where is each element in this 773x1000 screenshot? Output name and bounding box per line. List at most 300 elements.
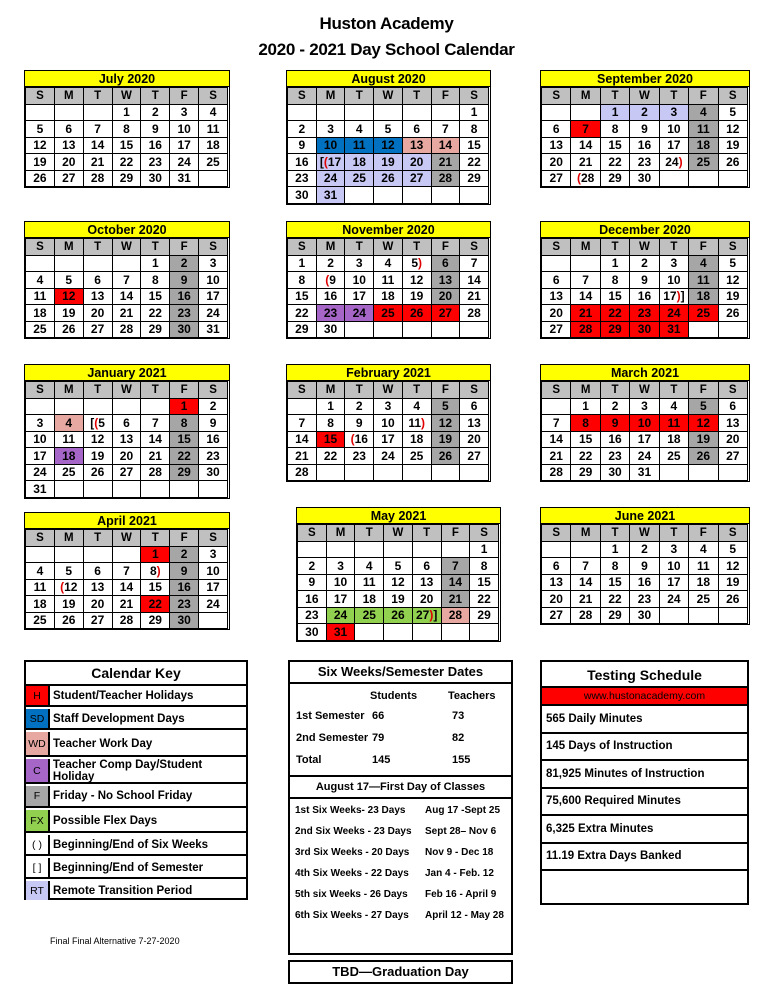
day-cell: 8 bbox=[600, 558, 629, 575]
weekday-header: F bbox=[170, 382, 199, 399]
day-cell: 2 bbox=[170, 546, 199, 563]
day-cell: 19 bbox=[54, 305, 83, 322]
weekday-header: T bbox=[141, 88, 170, 105]
day-cell: 6 bbox=[83, 272, 112, 289]
key-item bbox=[26, 709, 246, 730]
day-cell: 17 bbox=[170, 137, 199, 154]
day-cell: 16 bbox=[600, 431, 629, 448]
day-cell: 8 bbox=[470, 558, 499, 575]
day-cell: 23 bbox=[316, 305, 345, 322]
weekday-header: F bbox=[431, 382, 460, 399]
day-cell: 4 bbox=[689, 255, 718, 272]
day-cell: 29 bbox=[600, 607, 629, 624]
day-cell: 7 bbox=[460, 255, 489, 272]
weekday-header: S bbox=[298, 525, 327, 542]
day-cell: 24 bbox=[630, 448, 659, 465]
day-cell bbox=[112, 255, 141, 272]
key-label: Friday - No School Friday bbox=[53, 790, 193, 802]
day-cell: 30 bbox=[170, 321, 199, 338]
day-cell bbox=[689, 607, 718, 624]
day-cell bbox=[112, 398, 141, 415]
day-cell: 8 bbox=[170, 415, 199, 432]
six-weeks-title: Six Weeks/Semester Dates bbox=[290, 662, 511, 684]
calendar-title: 2020 - 2021 Day School Calendar bbox=[258, 40, 515, 59]
key-item bbox=[26, 858, 246, 879]
key-item bbox=[26, 686, 246, 707]
weekday-header: S bbox=[460, 382, 489, 399]
day-cell: 28 bbox=[571, 607, 600, 624]
day-cell: 16 bbox=[630, 137, 659, 154]
day-cell: 18 bbox=[54, 448, 83, 465]
day-cell: 16 bbox=[170, 288, 199, 305]
day-cell: 4 bbox=[374, 255, 403, 272]
day-cell: 31 bbox=[659, 321, 688, 338]
day-cell: 16 bbox=[170, 579, 199, 596]
day-cell: 19 bbox=[689, 431, 718, 448]
day-cell: 8 bbox=[600, 121, 629, 138]
day-cell: 14 bbox=[431, 137, 460, 154]
day-cell: 6 bbox=[431, 255, 460, 272]
weekday-header: T bbox=[83, 382, 112, 399]
day-cell: 14 bbox=[542, 431, 571, 448]
day-cell: 10 bbox=[170, 121, 199, 138]
weekday-header: T bbox=[83, 239, 112, 256]
semester-label: 1st Semester bbox=[296, 710, 365, 722]
day-cell: 20 bbox=[431, 288, 460, 305]
day-cell: 4 bbox=[199, 104, 228, 121]
day-cell: 14 bbox=[571, 137, 600, 154]
day-cell: 14 bbox=[460, 272, 489, 289]
day-cell: 19 bbox=[718, 574, 747, 591]
day-cell: 2 bbox=[288, 121, 317, 138]
day-cell: (9 bbox=[316, 272, 345, 289]
day-cell: 15 bbox=[141, 288, 170, 305]
day-cell bbox=[83, 398, 112, 415]
day-cell: 27 bbox=[542, 170, 571, 187]
day-cell: 27 bbox=[402, 170, 431, 187]
day-cell: 6 bbox=[542, 121, 571, 138]
weekday-header: W bbox=[112, 88, 141, 105]
day-cell: 7 bbox=[571, 272, 600, 289]
key-label: Possible Flex Days bbox=[53, 814, 158, 827]
day-cell bbox=[659, 464, 688, 481]
month-september-2020 bbox=[540, 70, 750, 188]
first-day-banner: August 17—First Day of Classes bbox=[290, 775, 511, 799]
semester-students: 145 bbox=[372, 754, 391, 766]
weekday-header: M bbox=[571, 88, 600, 105]
day-cell: 17 bbox=[659, 137, 688, 154]
day-cell bbox=[384, 624, 413, 641]
day-cell: 20 bbox=[542, 305, 571, 322]
month-title: May 2021 bbox=[297, 508, 500, 524]
day-cell bbox=[26, 398, 55, 415]
day-cell: 19 bbox=[718, 288, 747, 305]
weekday-header: W bbox=[112, 530, 141, 547]
day-cell: 20 bbox=[718, 431, 747, 448]
weekday-header: W bbox=[374, 88, 403, 105]
day-cell bbox=[26, 255, 55, 272]
day-cell: 29 bbox=[600, 321, 629, 338]
day-cell bbox=[374, 464, 403, 481]
day-cell: 12 bbox=[26, 137, 55, 154]
day-cell bbox=[345, 464, 374, 481]
day-cell: 10 bbox=[345, 272, 374, 289]
day-cell bbox=[170, 481, 199, 498]
day-cell: 5 bbox=[374, 121, 403, 138]
day-cell: 25 bbox=[199, 154, 228, 171]
day-cell: 28 bbox=[571, 321, 600, 338]
month-title: July 2020 bbox=[25, 71, 229, 87]
testing-item: 75,600 Required Minutes bbox=[542, 789, 747, 817]
weekday-header: T bbox=[402, 382, 431, 399]
day-cell: 21 bbox=[141, 448, 170, 465]
day-cell: 3 bbox=[630, 398, 659, 415]
day-cell: 24 bbox=[659, 591, 688, 608]
day-cell: 19 bbox=[83, 448, 112, 465]
day-cell bbox=[659, 170, 688, 187]
weekday-header: T bbox=[141, 382, 170, 399]
day-cell bbox=[460, 321, 489, 338]
day-cell bbox=[141, 398, 170, 415]
day-cell bbox=[431, 104, 460, 121]
weekday-header: M bbox=[326, 525, 355, 542]
day-cell: 16 bbox=[630, 288, 659, 305]
key-swatch: WD bbox=[26, 732, 50, 755]
day-cell: 26 bbox=[689, 448, 718, 465]
day-cell: 4 bbox=[355, 558, 384, 575]
key-item bbox=[26, 881, 246, 900]
day-cell: 2 bbox=[199, 398, 228, 415]
day-cell: 8 bbox=[112, 121, 141, 138]
day-cell: 25 bbox=[659, 448, 688, 465]
weekday-header: T bbox=[659, 88, 688, 105]
day-cell: 25 bbox=[26, 321, 55, 338]
day-cell: 28 bbox=[112, 321, 141, 338]
day-cell: 15 bbox=[141, 579, 170, 596]
day-cell: 14 bbox=[441, 574, 470, 591]
month-july-2020 bbox=[24, 70, 230, 188]
day-cell: 18 bbox=[355, 591, 384, 608]
day-cell: 2 bbox=[600, 398, 629, 415]
day-cell: 6 bbox=[83, 563, 112, 580]
day-cell bbox=[689, 321, 718, 338]
day-cell: 28 bbox=[83, 170, 112, 187]
day-cell: 26 bbox=[374, 170, 403, 187]
day-cell bbox=[355, 624, 384, 641]
day-cell: 25 bbox=[374, 305, 403, 322]
day-cell bbox=[83, 255, 112, 272]
day-cell: 6 bbox=[412, 558, 441, 575]
day-cell: 27 bbox=[431, 305, 460, 322]
day-cell bbox=[470, 624, 499, 641]
day-cell: 26 bbox=[718, 154, 747, 171]
day-cell: 11 bbox=[689, 121, 718, 138]
day-cell: 28 bbox=[431, 170, 460, 187]
day-cell: 15 bbox=[470, 574, 499, 591]
day-cell bbox=[316, 464, 345, 481]
day-cell: 13 bbox=[412, 574, 441, 591]
weekday-header: S bbox=[718, 382, 747, 399]
day-cell: 30 bbox=[630, 321, 659, 338]
day-cell: 18 bbox=[689, 137, 718, 154]
day-cell: 19 bbox=[26, 154, 55, 171]
day-cell: 18 bbox=[689, 288, 718, 305]
day-cell bbox=[718, 464, 747, 481]
weekday-header: T bbox=[345, 88, 374, 105]
day-cell: 5 bbox=[26, 121, 55, 138]
day-cell: 2 bbox=[298, 558, 327, 575]
day-cell: 3 bbox=[659, 104, 688, 121]
day-cell bbox=[571, 255, 600, 272]
weekday-header: T bbox=[83, 530, 112, 547]
day-cell: 14 bbox=[288, 431, 317, 448]
day-cell: 1 bbox=[600, 541, 629, 558]
day-cell: 25 bbox=[689, 154, 718, 171]
month-december-2020 bbox=[540, 221, 750, 339]
day-cell: 23 bbox=[199, 448, 228, 465]
weekday-header: S bbox=[26, 239, 55, 256]
day-cell: 3 bbox=[659, 541, 688, 558]
day-cell: 27 bbox=[112, 464, 141, 481]
school-website-link[interactable]: www.hustonacademy.com bbox=[542, 686, 747, 706]
day-cell: 28 bbox=[288, 464, 317, 481]
day-cell: 23 bbox=[345, 448, 374, 465]
day-cell: 29 bbox=[141, 321, 170, 338]
day-cell: 24) bbox=[659, 154, 688, 171]
day-cell: 21 bbox=[431, 154, 460, 171]
day-cell: 9 bbox=[141, 121, 170, 138]
day-cell: 27 bbox=[83, 612, 112, 629]
day-cell: 2 bbox=[630, 541, 659, 558]
day-cell: 22 bbox=[460, 154, 489, 171]
day-cell: 2 bbox=[170, 255, 199, 272]
day-cell: 6 bbox=[460, 398, 489, 415]
day-cell: 4 bbox=[26, 563, 55, 580]
testing-item: 81,925 Minutes of Instruction bbox=[542, 761, 747, 789]
weekday-header: W bbox=[112, 239, 141, 256]
day-cell: 9 bbox=[630, 121, 659, 138]
key-label: Staff Development Days bbox=[53, 712, 185, 725]
day-cell: 23 bbox=[298, 607, 327, 624]
day-cell: 12 bbox=[718, 121, 747, 138]
day-cell: 2 bbox=[630, 104, 659, 121]
day-cell: 11 bbox=[26, 288, 55, 305]
day-cell: 12 bbox=[718, 272, 747, 289]
weekday-header: S bbox=[542, 382, 571, 399]
weekday-header: F bbox=[441, 525, 470, 542]
day-cell: 10 bbox=[26, 431, 55, 448]
month-may-2021 bbox=[296, 507, 501, 642]
day-cell: 3 bbox=[199, 255, 228, 272]
day-cell: 25 bbox=[345, 170, 374, 187]
day-cell: 30 bbox=[630, 607, 659, 624]
day-cell: 12 bbox=[402, 272, 431, 289]
day-cell: 5 bbox=[718, 104, 747, 121]
weekday-header: S bbox=[26, 530, 55, 547]
weekday-header: S bbox=[199, 530, 228, 547]
month-title: August 2020 bbox=[287, 71, 490, 87]
day-cell: 2 bbox=[141, 104, 170, 121]
day-cell: 10 bbox=[326, 574, 355, 591]
day-cell: 14 bbox=[112, 579, 141, 596]
day-cell: 31 bbox=[199, 321, 228, 338]
day-cell: 20 bbox=[542, 154, 571, 171]
weekday-header: S bbox=[718, 239, 747, 256]
day-cell: 8) bbox=[141, 563, 170, 580]
day-cell: 27 bbox=[460, 448, 489, 465]
day-cell: 23 bbox=[170, 596, 199, 613]
weekday-header: T bbox=[402, 239, 431, 256]
day-cell: [(17 bbox=[316, 154, 345, 171]
day-cell: 1 bbox=[600, 255, 629, 272]
day-cell: 9 bbox=[630, 558, 659, 575]
testing-item: 6,325 Extra Minutes bbox=[542, 816, 747, 844]
day-cell: 27 bbox=[54, 170, 83, 187]
key-label: Beginning/End of Semester bbox=[53, 861, 204, 874]
day-cell: 26 bbox=[54, 321, 83, 338]
day-cell: 19 bbox=[402, 288, 431, 305]
day-cell: 14 bbox=[83, 137, 112, 154]
day-cell: 19 bbox=[431, 431, 460, 448]
day-cell: 16 bbox=[630, 574, 659, 591]
day-cell: 13 bbox=[542, 288, 571, 305]
day-cell: 18 bbox=[26, 596, 55, 613]
key-label: Remote Transition Period bbox=[53, 884, 193, 897]
day-cell: 17 bbox=[326, 591, 355, 608]
day-cell: 29 bbox=[470, 607, 499, 624]
day-cell: 21 bbox=[571, 305, 600, 322]
day-cell bbox=[412, 624, 441, 641]
day-cell: 26 bbox=[26, 170, 55, 187]
weekday-header: S bbox=[199, 88, 228, 105]
day-cell: 6 bbox=[54, 121, 83, 138]
weekday-header: S bbox=[542, 239, 571, 256]
six-weeks-period: 4th Six Weeks - 22 Days bbox=[295, 868, 409, 879]
six-weeks-period: 2nd Six Weeks - 23 Days bbox=[295, 826, 412, 837]
day-cell: (28 bbox=[571, 170, 600, 187]
day-cell: 18 bbox=[659, 431, 688, 448]
day-cell: 30 bbox=[170, 612, 199, 629]
weekday-header: F bbox=[431, 239, 460, 256]
day-cell: 22 bbox=[600, 154, 629, 171]
day-cell: 29 bbox=[141, 612, 170, 629]
day-cell: 18 bbox=[199, 137, 228, 154]
weekday-header: M bbox=[54, 88, 83, 105]
day-cell: 15 bbox=[316, 431, 345, 448]
students-header: Students bbox=[370, 690, 418, 702]
day-cell: 28 bbox=[112, 612, 141, 629]
day-cell: 15 bbox=[571, 431, 600, 448]
weekday-header: S bbox=[542, 525, 571, 542]
day-cell: 4 bbox=[345, 121, 374, 138]
day-cell bbox=[54, 398, 83, 415]
day-cell bbox=[402, 464, 431, 481]
day-cell: 20 bbox=[412, 591, 441, 608]
day-cell: 5 bbox=[718, 541, 747, 558]
day-cell: [(5 bbox=[83, 415, 112, 432]
weekday-header: S bbox=[470, 525, 499, 542]
day-cell: 25 bbox=[54, 464, 83, 481]
day-cell: 25 bbox=[26, 612, 55, 629]
month-title: June 2021 bbox=[541, 508, 749, 524]
day-cell: 16 bbox=[199, 431, 228, 448]
weekday-header: S bbox=[199, 382, 228, 399]
weekday-header: S bbox=[460, 88, 489, 105]
day-cell: 1 bbox=[141, 546, 170, 563]
day-cell: 21 bbox=[288, 448, 317, 465]
day-cell bbox=[83, 481, 112, 498]
day-cell: 23 bbox=[600, 448, 629, 465]
day-cell: 24 bbox=[374, 448, 403, 465]
day-cell: 26 bbox=[83, 464, 112, 481]
day-cell: 31 bbox=[170, 170, 199, 187]
day-cell bbox=[199, 481, 228, 498]
weekday-header: F bbox=[170, 239, 199, 256]
day-cell: 18 bbox=[374, 288, 403, 305]
weekday-header: M bbox=[571, 525, 600, 542]
day-cell: 11 bbox=[689, 272, 718, 289]
day-cell: 10 bbox=[199, 563, 228, 580]
month-april-2021 bbox=[24, 512, 230, 630]
day-cell: 22 bbox=[571, 448, 600, 465]
day-cell: 15 bbox=[170, 431, 199, 448]
day-cell: 29 bbox=[460, 170, 489, 187]
day-cell: 29 bbox=[600, 170, 629, 187]
day-cell: 4 bbox=[689, 541, 718, 558]
key-swatch: SD bbox=[26, 709, 50, 728]
key-swatch: RT bbox=[26, 881, 50, 900]
day-cell: 23 bbox=[141, 154, 170, 171]
day-cell: 24 bbox=[659, 305, 688, 322]
day-cell: 5 bbox=[54, 563, 83, 580]
day-cell bbox=[26, 104, 55, 121]
day-cell: 24 bbox=[326, 607, 355, 624]
day-cell: 20 bbox=[83, 305, 112, 322]
day-cell: 12 bbox=[374, 137, 403, 154]
day-cell: 13 bbox=[542, 574, 571, 591]
weekday-header: S bbox=[718, 525, 747, 542]
day-cell: 8 bbox=[460, 121, 489, 138]
day-cell: 16 bbox=[141, 137, 170, 154]
day-cell: 10 bbox=[374, 415, 403, 432]
day-cell: 11 bbox=[199, 121, 228, 138]
day-cell bbox=[345, 104, 374, 121]
day-cell: 1 bbox=[141, 255, 170, 272]
day-cell bbox=[431, 187, 460, 204]
day-cell: 18 bbox=[402, 431, 431, 448]
weekday-header: M bbox=[54, 530, 83, 547]
day-cell: 19 bbox=[374, 154, 403, 171]
six-weeks-panel bbox=[288, 660, 513, 955]
day-cell: 9 bbox=[170, 272, 199, 289]
weekday-header: T bbox=[355, 525, 384, 542]
day-cell: 1 bbox=[460, 104, 489, 121]
day-cell: 4 bbox=[659, 398, 688, 415]
day-cell: 11 bbox=[345, 137, 374, 154]
day-cell bbox=[141, 481, 170, 498]
day-cell: 23 bbox=[170, 305, 199, 322]
day-cell: 17 bbox=[630, 431, 659, 448]
day-cell: 9 bbox=[345, 415, 374, 432]
weekday-header: T bbox=[345, 382, 374, 399]
weekday-header: T bbox=[141, 530, 170, 547]
month-title: April 2021 bbox=[25, 513, 229, 529]
day-cell: 30 bbox=[630, 170, 659, 187]
day-cell bbox=[718, 321, 747, 338]
day-cell: 24 bbox=[199, 305, 228, 322]
day-cell: 7 bbox=[431, 121, 460, 138]
day-cell: 17 bbox=[345, 288, 374, 305]
